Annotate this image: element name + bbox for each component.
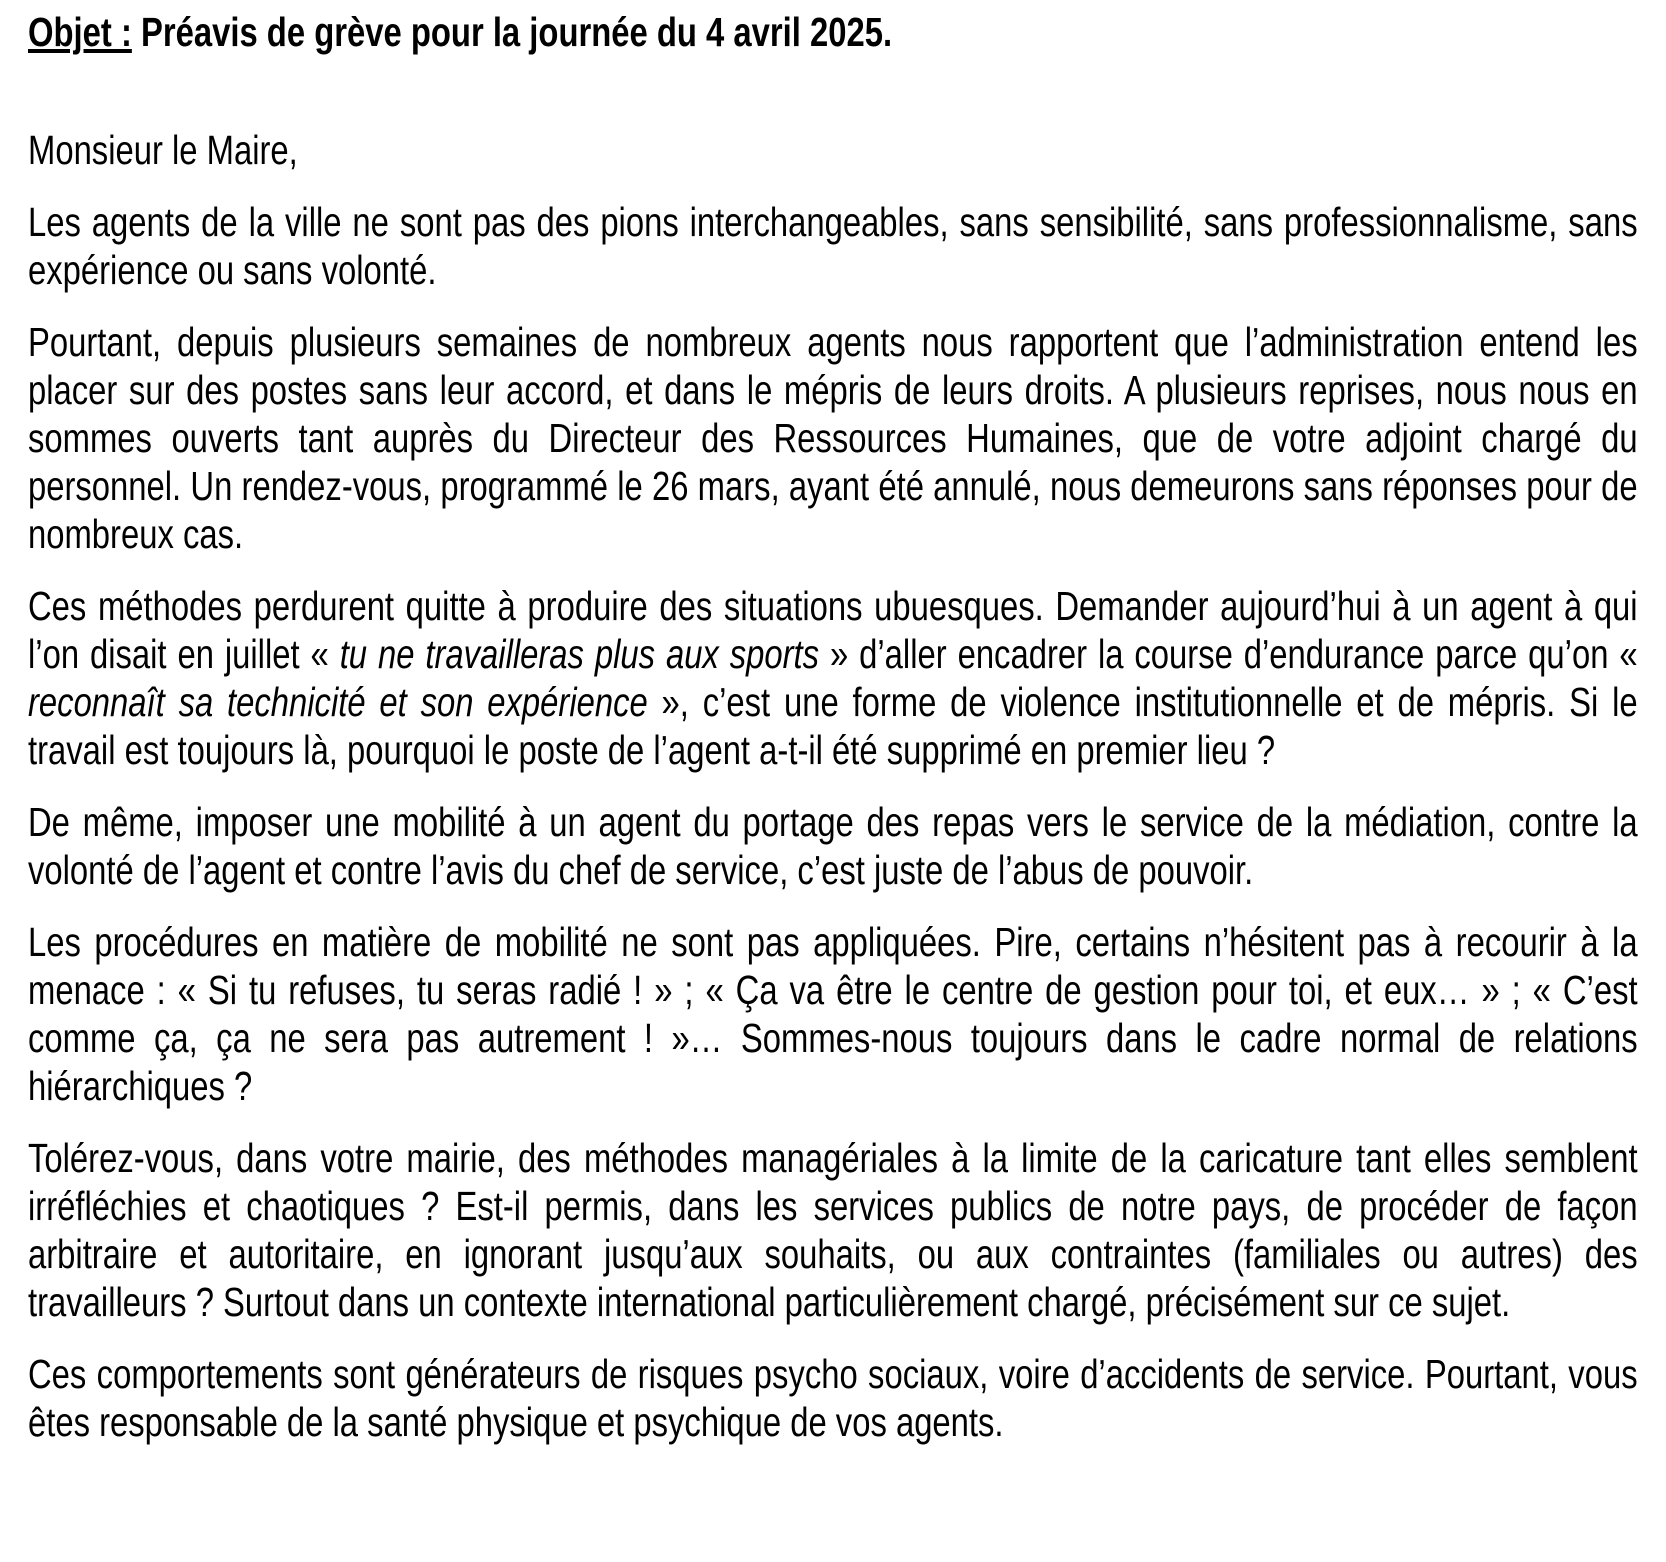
text-run: De même, imposer une mobilité à un agent du portage des repas vers le service de la médiation, contre la volonté de l’agent et contre l’avis du chef de service, c’est juste de l’abus de pouvoir. [28,799,1638,893]
text-run: Monsieur le Maire, [28,127,298,173]
paragraph-methodes [28,582,1638,774]
text-run: Les agents de la ville ne sont pas des pions interchangeables, sans sensibilité, sans professionnalisme, sans expérience ou sans volonté. [28,199,1638,293]
subject-label: Objet : [28,9,132,55]
quoted-phrase: tu ne travailleras plus aux sports [339,631,820,677]
paragraph-agents [28,198,1638,294]
paragraph-pourtant [28,318,1638,558]
text-run: Tolérez-vous, dans votre mairie, des méthodes managériales à la limite de la caricature tant elles semblent irréfléchies et chaotiques ? Est-il permis, dans les services publics de notre pays, de procéder de façon arbitraire et autoritaire, en ignorant jusqu’aux souhaits, ou aux contraintes (familiales ou autres) des travailleurs ? Surtout dans un contexte international particulièrement chargé, précisément sur ce sujet. [28,1135,1638,1325]
quoted-phrase: reconnaît sa technicité et son expérience [28,679,648,725]
paragraph-comportements [28,1350,1638,1446]
letter-body [28,126,1638,1446]
paragraph-mobilite-imposee [28,798,1638,894]
text-run: Ces comportements sont générateurs de risques psycho sociaux, voire d’accidents de service. Pourtant, vous êtes responsable de la santé physique et psychique de vos agents. [28,1351,1638,1445]
paragraph-tolerez-vous [28,1134,1638,1326]
salutation [28,126,1638,174]
text-run: Pourtant, depuis plusieurs semaines de nombreux agents nous rapportent que l’administration entend les placer sur des postes sans leur accord, et dans le mépris de leurs droits. A plusieurs reprises, nous nous en sommes ouverts tant auprès du Directeur des Ressources Humaines, que de votre adjoint chargé du personnel. Un rendez-vous, programmé le 26 mars, ayant été annulé, nous demeurons sans réponses pour de nombreux cas. [28,319,1638,557]
text-run: » d’aller encadrer la course d’endurance parce qu’on « [819,631,1638,677]
text-run: », c’est une forme de violence institutionnelle et de mépris. Si le travail est toujours là, pourquoi le poste de l’agent a-t-il été supprimé en premier lieu ? [28,679,1638,773]
paragraph-procedures [28,918,1638,1110]
text-run: Les procédures en matière de mobilité ne sont pas appliquées. Pire, certains n’hésitent pas à recourir à la menace : « Si tu refuses, tu seras radié ! » ; « Ça va être le centre de gestion pour toi, et eux… » ; « C’est comme ça, ça ne sera pas autrement ! »… Sommes-nous toujours dans le cadre normal de relations hiérarchiques ? [28,919,1638,1109]
subject-line [28,8,1638,56]
text-run: Ces méthodes perdurent quitte à produire des situations ubuesques. Demander aujourd’hui à un agent à qui l’on disait en juillet « [28,583,1638,677]
subject-title: Préavis de grève pour la journée du 4 avril 2025. [131,9,893,55]
